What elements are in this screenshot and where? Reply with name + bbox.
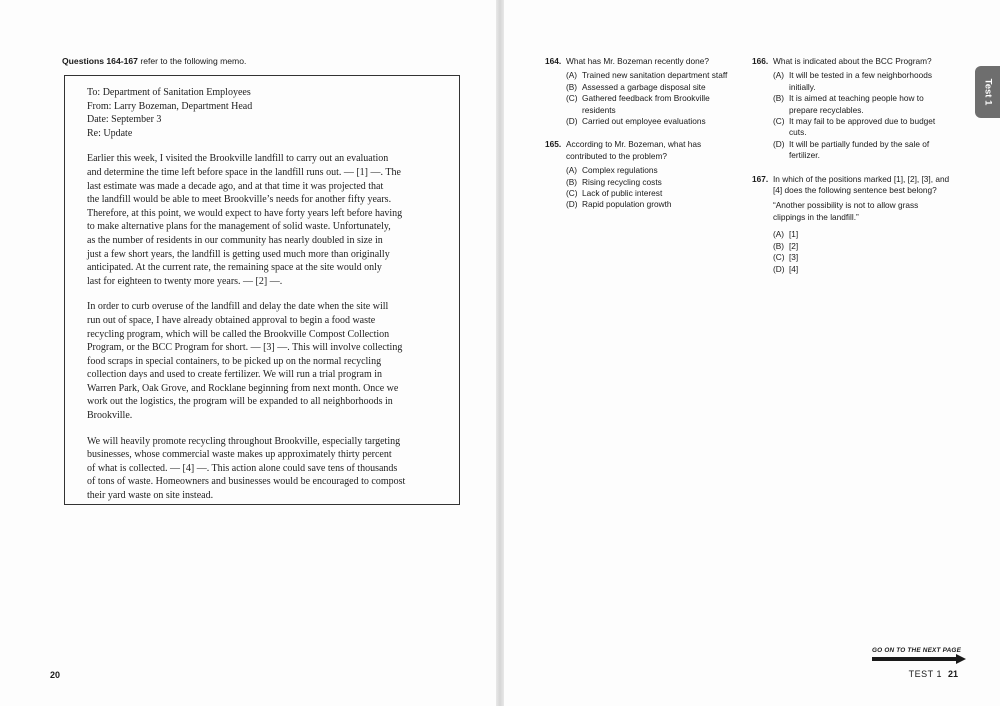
option-letter: (C) xyxy=(566,93,578,104)
memo-header xyxy=(87,86,459,140)
question-column-1 xyxy=(545,56,740,223)
memo-line: food scraps in special containers, to be picked up on the normal recycling xyxy=(87,355,382,367)
memo-line: Brookville. xyxy=(87,410,133,422)
memo-date: Date: September 3 xyxy=(87,114,162,126)
option-letter: (C) xyxy=(566,188,578,199)
memo-line: to make alternative plans for the management of solid waste. Unfortunately, xyxy=(87,221,391,233)
option-text: It will be tested in a few neighborhoods initially. xyxy=(789,70,932,92)
memo-line: last estimate was made a decade ago, and at that time it was projected that xyxy=(87,180,384,192)
question-167 xyxy=(752,174,952,275)
question-stem xyxy=(545,139,740,162)
option-letter: (A) xyxy=(773,70,785,81)
answer-option[interactable] xyxy=(566,116,740,127)
memo-line: of what is collected. — [4] —. This action alone could save tens of thousands xyxy=(87,462,398,474)
option-letter: (B) xyxy=(566,176,578,187)
answer-options xyxy=(773,229,952,275)
question-number: 167. xyxy=(752,173,769,184)
next-page-indicator xyxy=(872,647,968,663)
option-letter: (D) xyxy=(773,138,785,149)
question-164 xyxy=(545,56,740,127)
option-text: [1] xyxy=(789,229,799,240)
answer-option[interactable] xyxy=(773,93,952,116)
answer-option[interactable] xyxy=(566,199,740,210)
option-text: It will be partially funded by the sale of fertilizer. xyxy=(789,138,930,161)
answer-option[interactable] xyxy=(566,165,740,176)
answer-option[interactable] xyxy=(773,116,952,139)
page-number: 21 xyxy=(947,669,958,679)
option-text: It may fail to be approved due to budget cuts. xyxy=(789,116,936,138)
memo-re: Re: Update xyxy=(87,127,133,139)
option-letter: (A) xyxy=(773,229,785,240)
memo-line: and determine the time left before space in the landfill runs out. — [1] —. The xyxy=(87,166,401,178)
answer-option[interactable] xyxy=(773,264,952,275)
memo-line: recycling program, which will be called the Brookville Compost Collection xyxy=(87,328,390,340)
option-text: Carried out employee evaluations xyxy=(582,116,706,127)
memo-line: of tons of waste. Homeowners and businesses would be encouraged to compost xyxy=(87,476,406,488)
option-text: [2] xyxy=(789,240,799,251)
page-number-right xyxy=(909,669,958,679)
option-letter: (C) xyxy=(773,252,785,263)
option-letter: (D) xyxy=(566,199,578,210)
question-quote: “Another possibility is not to allow grass clippings in the landfill.” xyxy=(773,200,919,222)
question-number: 166. xyxy=(752,56,769,66)
option-letter: (A) xyxy=(566,70,578,81)
question-166 xyxy=(752,56,952,162)
page-number-left: 20 xyxy=(50,670,61,680)
memo-line: run out of space, I have already obtained approval to begin a food waste xyxy=(87,314,376,326)
answer-option[interactable] xyxy=(773,252,952,263)
option-letter: (B) xyxy=(773,93,785,104)
memo-paragraph-2 xyxy=(87,300,439,422)
answer-option[interactable] xyxy=(773,241,952,252)
option-letter: (B) xyxy=(566,81,578,92)
memo-line: Program, or the BCC Program for short. — [3] —. This will involve collecting xyxy=(87,342,403,354)
option-text: [3] xyxy=(789,252,799,263)
answer-options xyxy=(566,70,740,127)
option-text: Rapid population growth xyxy=(582,199,672,210)
question-text: In which of the positions marked [1], [2], [3], and [4] does the following sentence best belong? xyxy=(773,173,950,196)
test-label: TEST 1 xyxy=(908,669,942,679)
questions-range: Questions 164-167 xyxy=(62,56,138,66)
book-gutter xyxy=(496,0,504,706)
option-letter: (B) xyxy=(773,240,785,251)
answer-option[interactable] xyxy=(566,188,740,199)
memo-line: Earlier this week, I visited the Brookville landfill to carry out an evaluation xyxy=(87,153,389,165)
option-text: Gathered feedback from Brookville residents xyxy=(582,93,710,115)
memo-box xyxy=(64,75,460,505)
memo-line: In order to curb overuse of the landfill and delay the date when the site will xyxy=(87,301,389,313)
answer-option[interactable] xyxy=(566,93,740,116)
memo-line: Therefore, at this point, we would expect to have forty years left before having xyxy=(87,207,403,219)
question-165 xyxy=(545,139,740,210)
option-letter: (D) xyxy=(773,263,785,274)
memo-line: work out the logistics, the program will be expanded to all neighborhoods in xyxy=(87,396,393,408)
option-text: Assessed a garbage disposal site xyxy=(582,81,706,92)
option-text: Rising recycling costs xyxy=(582,176,662,187)
question-text: What is indicated about the BCC Program? xyxy=(773,56,932,66)
option-text: It is aimed at teaching people how to prepare recyclables. xyxy=(789,93,924,115)
question-column-2 xyxy=(752,56,952,287)
arrow-right-icon xyxy=(872,655,968,663)
answer-option[interactable] xyxy=(566,82,740,93)
next-page-text: GO ON TO THE NEXT PAGE xyxy=(872,647,962,654)
answer-options xyxy=(773,70,952,161)
memo-paragraph-3 xyxy=(87,435,439,503)
question-stem xyxy=(545,56,740,67)
memo-line: as the number of residents in our community has nearly doubled in size in xyxy=(87,234,383,246)
option-text: [4] xyxy=(789,263,799,274)
answer-option[interactable] xyxy=(773,229,952,240)
answer-options xyxy=(566,165,740,211)
question-number: 165. xyxy=(545,139,562,150)
memo-from: From: Larry Bozeman, Department Head xyxy=(87,100,253,112)
questions-intro-text: refer to the following memo. xyxy=(137,56,247,66)
option-letter: (C) xyxy=(773,116,785,127)
option-text: Trained new sanitation department staff xyxy=(582,70,728,81)
answer-option[interactable] xyxy=(773,70,952,93)
question-stem xyxy=(752,56,952,67)
question-number: 164. xyxy=(545,56,562,66)
memo-line: their yard waste on site instead. xyxy=(87,490,214,502)
test-tab-label: Test 1 xyxy=(982,78,993,106)
memo-line: just a few short years, the landfill is getting used much more than originally xyxy=(87,248,390,260)
memo-line: Warren Park, Oak Grove, and Rocklane beginning from next month. Once we xyxy=(87,382,399,394)
questions-intro xyxy=(62,56,246,66)
memo-to: To: Department of Sanitation Employees xyxy=(87,87,251,98)
memo-line: last for eighteen to twenty more years. — [2] —. xyxy=(87,275,283,287)
option-letter: (A) xyxy=(566,165,578,176)
test-tab xyxy=(975,66,1000,118)
question-stem xyxy=(752,174,952,197)
question-text: According to Mr. Bozeman, what has contributed to the problem? xyxy=(566,139,702,161)
memo-line: the landfill would be able to meet Brookville’s needs for another fifty years. xyxy=(87,194,392,206)
option-text: Complex regulations xyxy=(582,165,658,176)
memo-line: businesses, whose commercial waste makes up approximately thirty percent xyxy=(87,449,392,461)
memo-paragraph-1 xyxy=(87,152,439,288)
answer-option[interactable] xyxy=(773,139,952,162)
memo-line: anticipated. At the current rate, the remaining space at the site would only xyxy=(87,262,382,274)
memo-line: collection days and used to create fertilizer. We will run a trial program in xyxy=(87,369,383,381)
answer-option[interactable] xyxy=(566,70,740,81)
answer-option[interactable] xyxy=(566,177,740,188)
question-text: What has Mr. Bozeman recently done? xyxy=(566,56,709,66)
memo-line: We will heavily promote recycling throughout Brookville, especially targeting xyxy=(87,435,401,447)
option-letter: (D) xyxy=(566,116,578,127)
option-text: Lack of public interest xyxy=(582,188,663,199)
